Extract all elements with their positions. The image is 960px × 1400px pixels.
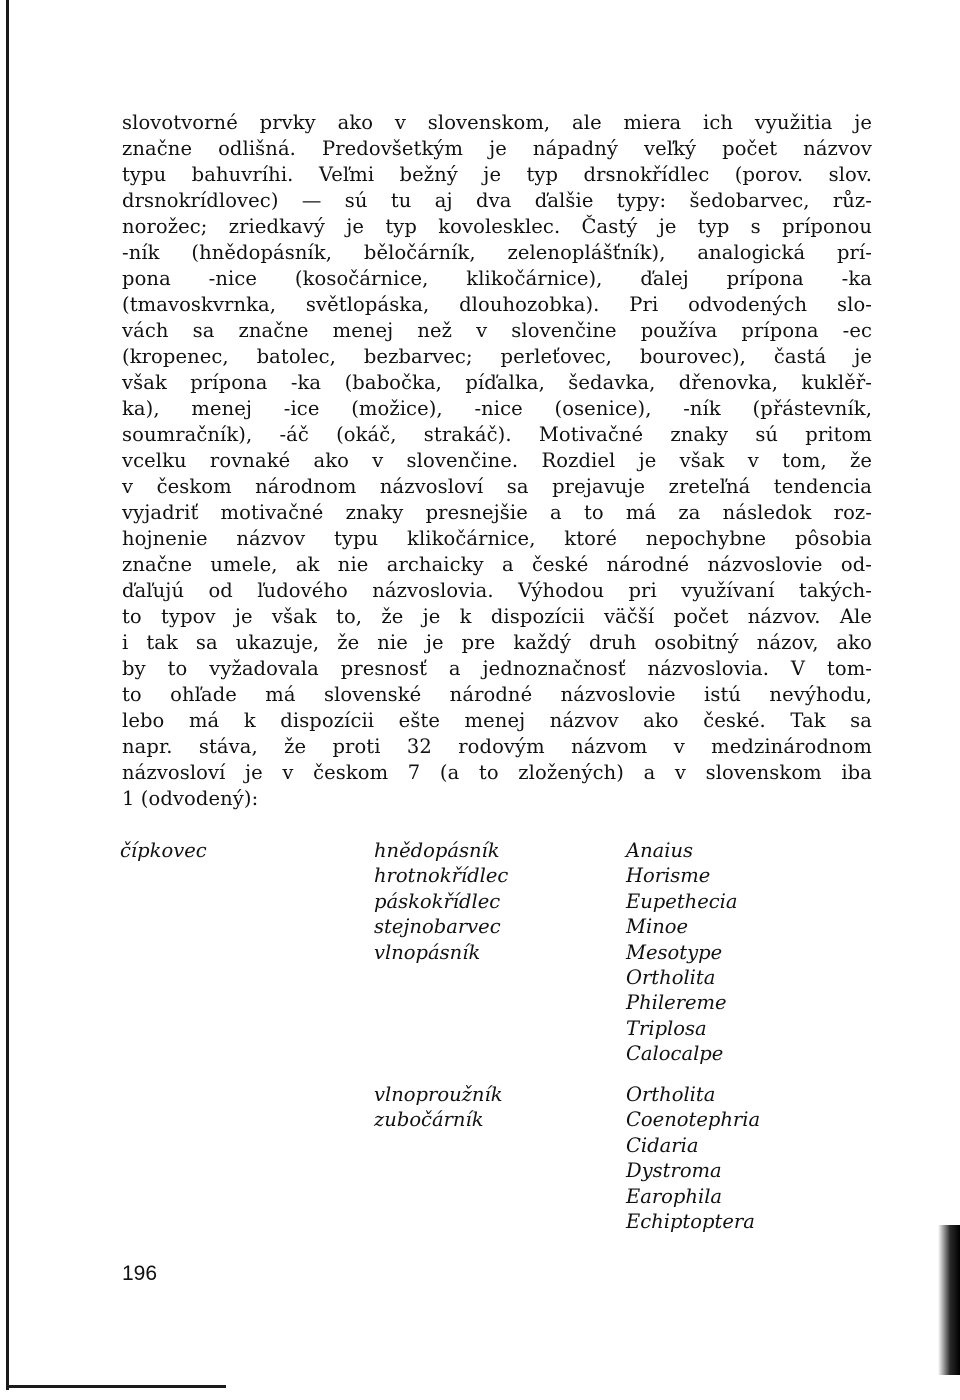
- text-line: značne umele, ak nie archaicky a české národné názvoslovie od-: [122, 553, 872, 576]
- body-paragraph: [122, 110, 872, 812]
- text-line: však prípona -ka (babočka, píďalka, šedavka, dřenovka, kuklěř-: [122, 371, 872, 394]
- list-item: Cidaria: [626, 1133, 699, 1157]
- text-line: vcelku rovnaké ako v slovenčine. Rozdiel je však v tom, že: [122, 449, 872, 472]
- text-line: to ohľade má slovenské národné názvoslovie istú nevýhodu,: [122, 683, 872, 706]
- list-item: Ortholita: [626, 966, 716, 990]
- text-line: soumračník), -áč (okáč, strakáč). Motivačné znaky sú pritom: [122, 423, 872, 446]
- list-item: vlnopásník: [374, 940, 481, 964]
- list-item: Horisme: [626, 864, 711, 888]
- text-line: lebo má k dispozícii ešte menej názvov ako české. Tak sa: [122, 709, 872, 732]
- list-item: zubočárník: [374, 1108, 484, 1132]
- list-column-latin-group1: [626, 838, 738, 1067]
- text-line: norožec; zriedkavý je typ kovolesklec. Častý je typ s príponou: [122, 215, 872, 238]
- list-item: Philereme: [626, 991, 727, 1015]
- list-item: Echiptoptera: [626, 1210, 755, 1234]
- list-item: hnědopásník: [374, 839, 500, 862]
- text-line: názvosloví je v českom 7 (a to zložených) a v slovenskom iba: [122, 761, 872, 784]
- list-item: Dystroma: [626, 1159, 722, 1183]
- list-item: Mesotype: [626, 940, 723, 964]
- text-line: (tmavoskvrnka, světlopáska, dlouhozobka). Pri odvodených slo-: [122, 293, 872, 316]
- list-column-czech-group1: [374, 838, 508, 965]
- text-line: pona -nice (kosočárnice, klikočárnice), ďalej prípona -ka: [122, 267, 872, 290]
- text-line: by to vyžadovala presnosť a jednoznačnosť názvoslovia. V tom-: [122, 657, 872, 680]
- list-item: hrotnokřídlec: [374, 864, 509, 888]
- list-item: Calocalpe: [626, 1042, 724, 1066]
- text-line: vách sa značne menej než v slovenčine používa prípona -ec: [122, 319, 872, 342]
- list-item: Minoe: [626, 915, 689, 939]
- text-line: napr. stáva, že proti 32 rodovým názvom v medzinárodnom: [122, 735, 872, 758]
- list-item: Anaius: [626, 839, 694, 862]
- list-item: Triplosa: [626, 1016, 707, 1040]
- list-column-latin-group2: [626, 1082, 760, 1234]
- text-line: -ník (hnědopásník, běločárník, zelenoplášťník), analogická prí-: [122, 241, 872, 264]
- list-item: páskokřídlec: [374, 889, 501, 913]
- scan-artifact-right: [938, 1225, 960, 1375]
- list-item: Eupethecia: [626, 889, 738, 913]
- text-line: značne odlišná. Predovšetkým je nápadný veľký počet názvov: [122, 137, 872, 160]
- text-line: 1 (odvodený):: [122, 787, 259, 810]
- text-line: hojnenie názvov typu klikočárnice, ktoré nepochybne pôsobia: [122, 527, 872, 550]
- list-item: Earophila: [626, 1184, 723, 1208]
- text-line: i tak sa ukazuje, že nie je pre každý druh osobitný názov, ako: [122, 631, 872, 654]
- scan-border-left: [6, 0, 9, 1390]
- text-line: typu bahuvríhi. Veľmi bežný je typ drsnokřídlec (porov. slov.: [122, 163, 872, 186]
- text-line: v českom národnom názvosloví sa prejavuje zreteľná tendencia: [122, 475, 872, 498]
- text-line: to typov je však to, že je k dispozícii väčší počet názvov. Ale: [122, 605, 872, 628]
- list-item: Coenotephria: [626, 1108, 761, 1132]
- list-item: čípkovec: [120, 839, 207, 862]
- list-item: vlnoproužník: [374, 1083, 503, 1106]
- text-line: (kropenec, batolec, bezbarvec; perleťovec, bourovec), častá je: [122, 345, 872, 368]
- page-number: 196: [122, 1262, 158, 1285]
- text-line: ďaľujú od ľudového názvoslovia. Výhodou pri využívaní takých-: [122, 579, 872, 602]
- scan-border-bottom: [6, 1385, 226, 1388]
- text-line: ka), menej -ice (možice), -nice (osenice), -ník (přástevník,: [122, 397, 872, 420]
- text-line: vyjadriť motivačné znaky presnejšie a to má za následok roz-: [122, 501, 872, 524]
- list-item: stejnobarvec: [374, 915, 501, 939]
- list-column-slovak: [120, 838, 207, 863]
- list-column-czech-group2: [374, 1082, 503, 1133]
- list-item: Ortholita: [626, 1083, 716, 1106]
- text-line: drsnokrídlovec) — sú tu aj dva ďalšie typy: šedobarvec, růz-: [122, 189, 872, 212]
- text-line: slovotvorné prvky ako v slovenskom, ale miera ich využitia je: [122, 111, 872, 134]
